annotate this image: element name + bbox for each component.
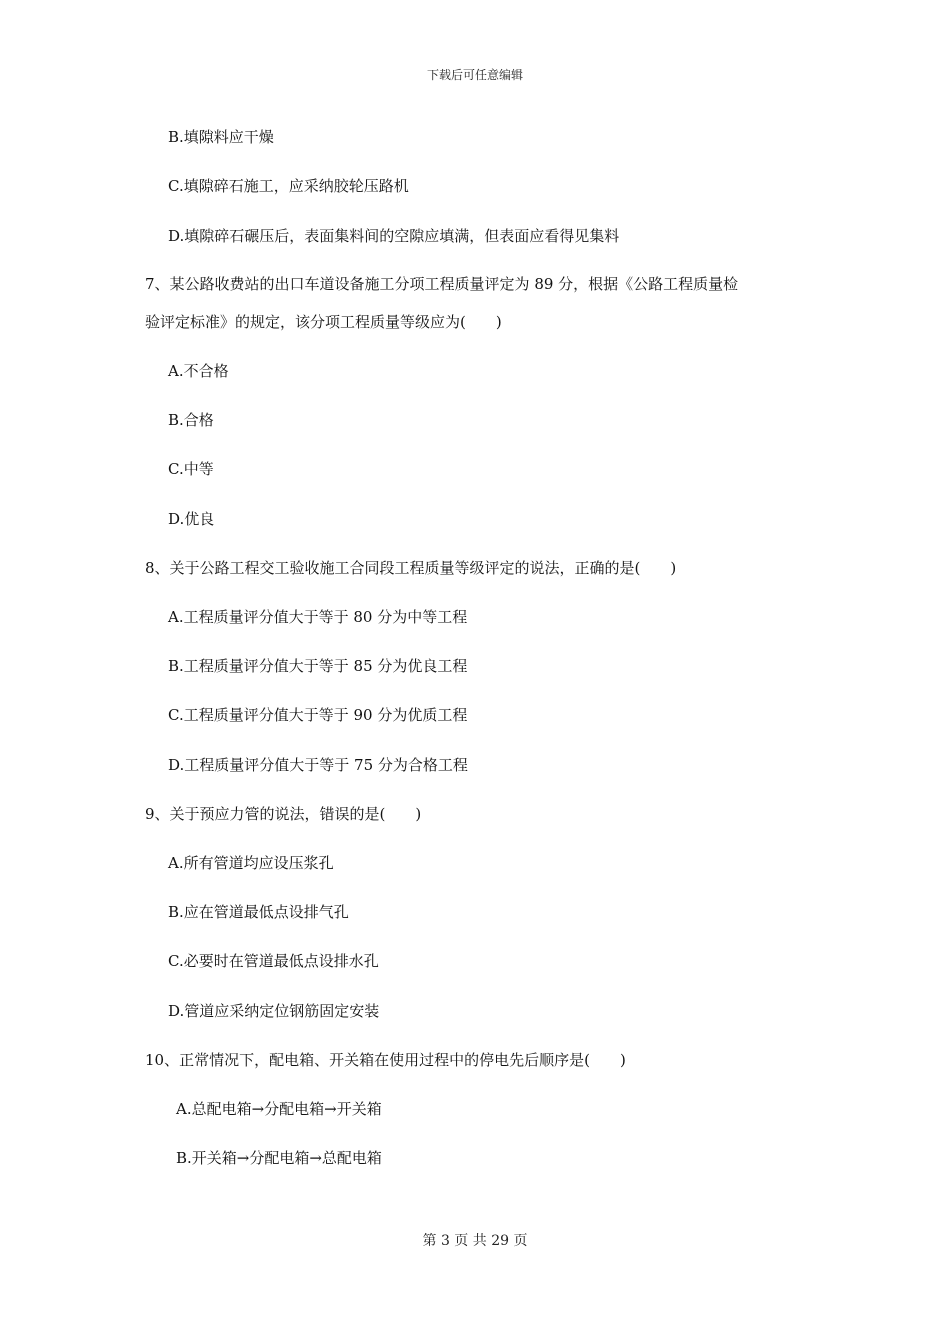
option-9b: B.应在管道最低点设排气孔 [168, 903, 349, 921]
question-7-line-2: 验评定标准》的规定，该分项工程质量等级应为( ) [145, 313, 502, 331]
page-footer: 第 3 页 共 29 页 [422, 1233, 528, 1249]
question-8: 8、关于公路工程交工验收施工合同段工程质量等级评定的说法，正确的是( ) [145, 559, 677, 577]
option-9d: D.管道应采纳定位钢筋固定安装 [168, 1002, 380, 1020]
option-7d: D.优良 [168, 510, 215, 528]
option-8b: B.工程质量评分值大于等于 85 分为优良工程 [168, 657, 468, 675]
option-9c: C.必要时在管道最低点设排水孔 [168, 952, 379, 970]
question-7-line-1: 7、某公路收费站的出口车道设备施工分项工程质量评定为 89 分，根据《公路工程质量检 [145, 275, 739, 293]
question-9: 9、关于预应力管的说法，错误的是( ) [145, 805, 422, 823]
question-10: 10、正常情况下，配电箱、开关箱在使用过程中的停电先后顺序是( ) [145, 1051, 626, 1069]
option-7b: B.合格 [168, 411, 214, 429]
page-header: 下载后可任意编辑 [426, 68, 523, 82]
option-6b: B.填隙料应干燥 [168, 128, 274, 146]
option-6d: D.填隙碎石碾压后，表面集料间的空隙应填满，但表面应看得见集料 [168, 227, 620, 245]
option-9a: A.所有管道均应设压浆孔 [168, 854, 334, 872]
option-8a: A.工程质量评分值大于等于 80 分为中等工程 [168, 608, 468, 626]
option-7c: C.中等 [168, 460, 214, 478]
option-8d: D.工程质量评分值大于等于 75 分为合格工程 [168, 756, 468, 774]
option-10a: A.总配电箱→分配电箱→开关箱 [176, 1100, 382, 1118]
option-10b: B.开关箱→分配电箱→总配电箱 [176, 1149, 382, 1167]
option-8c: C.工程质量评分值大于等于 90 分为优质工程 [168, 706, 468, 724]
option-7a: A.不合格 [168, 362, 229, 380]
option-6c: C.填隙碎石施工，应采纳胶轮压路机 [168, 177, 409, 195]
